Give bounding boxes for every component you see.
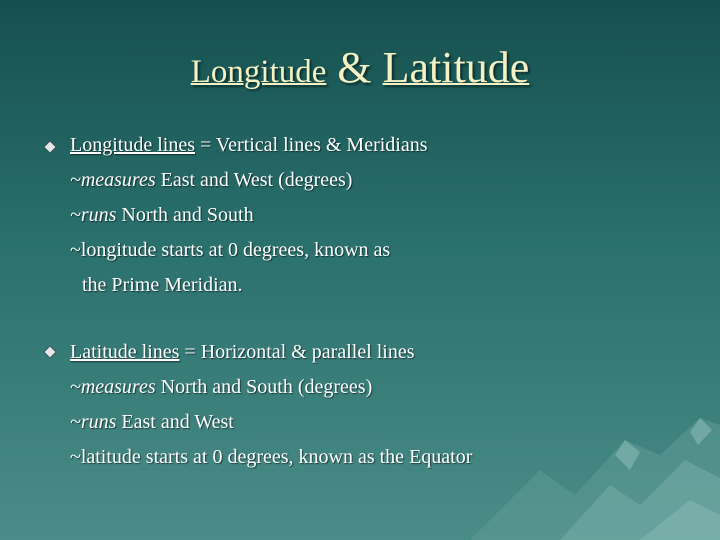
latitude-measures-term: ~measures xyxy=(70,376,156,398)
slide-title xyxy=(0,42,720,93)
longitude-runs-line xyxy=(70,198,428,233)
longitude-lead-text: = Vertical lines & Meridians xyxy=(194,134,428,156)
latitude-runs-text: East and West xyxy=(116,411,234,433)
longitude-runs-text: North and South xyxy=(116,204,254,226)
diamond-bullet-icon xyxy=(44,141,56,153)
longitude-bullet-block xyxy=(70,128,428,303)
longitude-lead-line xyxy=(70,128,428,163)
longitude-lines-term: Longitude lines xyxy=(70,134,195,156)
latitude-runs-line xyxy=(70,405,472,440)
title-longitude: Longitude xyxy=(190,54,327,90)
latitude-runs-term: ~runs xyxy=(70,411,117,433)
latitude-start-line: ~latitude starts at 0 degrees, known as the Equator xyxy=(70,446,473,468)
diamond-bullet-icon xyxy=(44,346,56,358)
longitude-start-line: ~longitude starts at 0 degrees, known as xyxy=(70,239,391,261)
prime-meridian-line: the Prime Meridian. xyxy=(82,274,243,296)
longitude-measures-term: ~measures xyxy=(70,169,156,191)
title-latitude: Latitude xyxy=(382,43,530,92)
latitude-lead-text: = Horizontal & parallel lines xyxy=(179,341,415,363)
longitude-measures-text: East and West (degrees) xyxy=(155,169,353,191)
longitude-runs-term: ~runs xyxy=(70,204,117,226)
latitude-lead-line xyxy=(70,335,472,370)
title-ampersand: & xyxy=(326,43,383,92)
longitude-measures-line xyxy=(70,163,428,198)
latitude-lines-term: Latitude lines xyxy=(70,341,180,363)
latitude-measures-text: North and South (degrees) xyxy=(155,376,373,398)
latitude-bullet-block xyxy=(70,335,472,475)
latitude-measures-line xyxy=(70,370,472,405)
